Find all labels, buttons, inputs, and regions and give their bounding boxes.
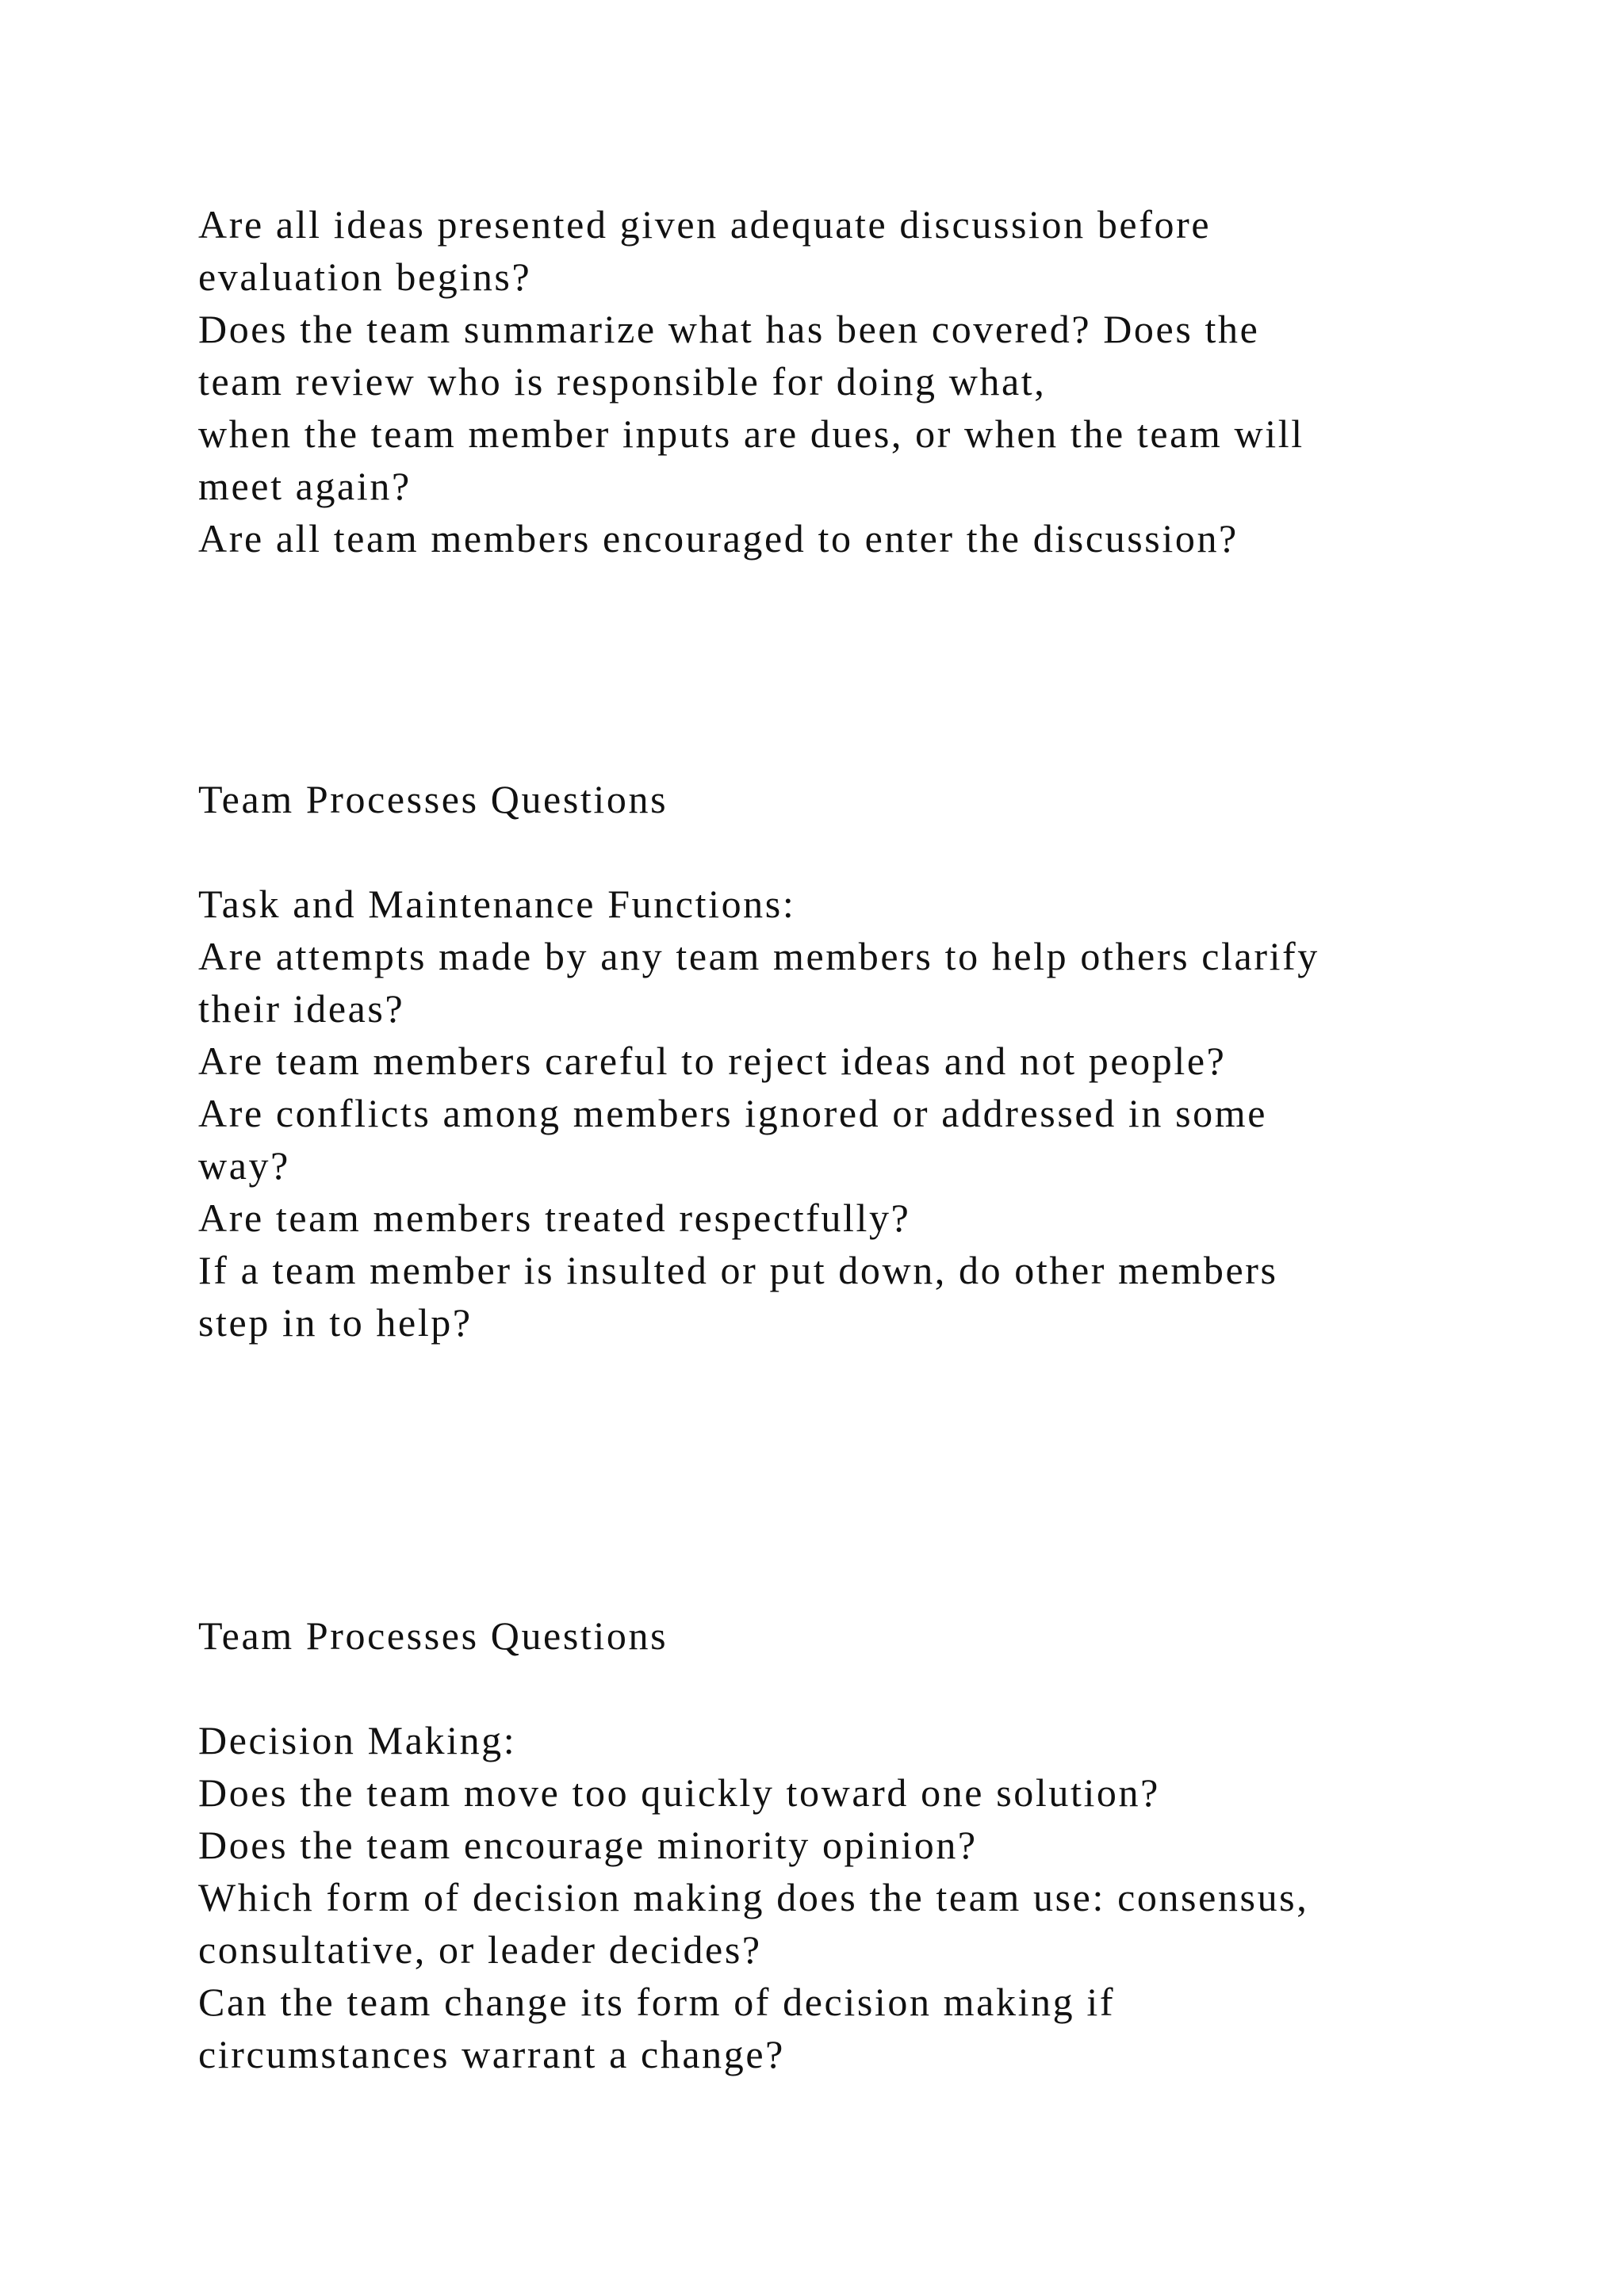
text-line: consultative, or leader decides? [198,1927,762,1972]
text-line: Does the team encourage minority opinion? [198,1823,978,1867]
text-line: If a team member is insulted or put down, do other members [198,1248,1278,1292]
text-line: Does the team summarize what has been covered? Does the [198,307,1260,351]
text-line: meet again? [198,464,412,508]
text-line: Are team members treated respectfully? [198,1196,911,1240]
text-line: way? [198,1143,290,1188]
section-subheading: Task and Maintenance Functions: [198,882,796,926]
section-heading: Team Processes Questions [198,777,668,821]
section-heading: Team Processes Questions [198,1613,668,1658]
text-line: Are attempts made by any team members to help others clarify [198,934,1320,978]
text-line: their ideas? [198,986,405,1031]
text-line: Are all team members encouraged to enter the discussion? [198,516,1239,561]
text-line: Which form of decision making does the team use: consensus, [198,1875,1309,1919]
text-line: step in to help? [198,1300,473,1345]
text-line: when the team member inputs are dues, or when the team will [198,411,1304,456]
text-line: evaluation begins? [198,254,532,299]
text-line: Can the team change its form of decision making if [198,1980,1116,2024]
text-line: Does the team move too quickly toward one solution? [198,1770,1160,1815]
text-line: Are all ideas presented given adequate discussion before [198,202,1212,247]
text-line: Are team members careful to reject ideas and not people? [198,1039,1227,1083]
text-line: circumstances warrant a change? [198,2032,785,2076]
text-line: Are conflicts among members ignored or addressed in some [198,1091,1268,1135]
section-subheading: Decision Making: [198,1718,517,1762]
text-line: team review who is responsible for doing what, [198,359,1047,404]
